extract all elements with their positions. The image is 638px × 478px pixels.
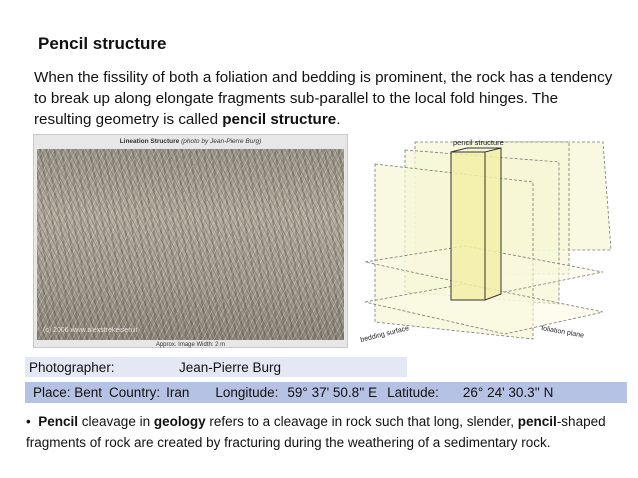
intro-bold-term: pencil structure [222,111,337,128]
photo-image-width: Approx. Image Width: 2 m [155,342,226,348]
photographer-label: Photographer: [29,359,115,375]
label-bedding-surface: bedding surface [359,325,410,344]
slide-title: Pencil structure [38,34,167,53]
latitude-value: 26° 24' 30.3'' N [462,385,554,400]
lineation-photo-panel [33,134,348,348]
photo-caption [34,138,347,145]
photo-watermark: (c) 2006 www.alexstrekeisen.it [43,327,138,334]
label-foliation-plane: foliation plane [540,325,585,340]
photographer-value: Jean-Pierre Burg [179,359,282,375]
country-label: Country: [109,385,161,400]
photographer-row [25,357,407,377]
bullet-term-pencil-2: pencil [517,414,557,429]
bullet-text-2: refers to a cleavage in rock such that long, slender, [205,414,518,429]
bullet-text-3: -shaped fragments of rock are created by fracturing during the weathering of a sedimentary rock. [26,414,606,450]
pencil-prism [451,148,501,300]
pencil-structure-photo [37,149,344,340]
intro-text: When the fissility of both a foliation and bedding is prominent, the rock has a tendency to break up along elongate fragments sub-parallel to the local fold hinges. The resulting geometry is called [34,69,613,128]
country-value: Iran [166,385,190,400]
bullet-text-1: cleavage in [78,414,154,429]
latitude-label: Latitude: [387,385,439,400]
definition-bullet [26,412,626,453]
bullet-term-pencil: Pencil [38,414,79,429]
photo-caption-main: Lineation Structure [119,138,182,145]
longitude-label: Longitude: [215,385,279,400]
pencil-structure-diagram [355,134,613,350]
longitude-value: 59° 37' 50.8'' E [287,385,378,400]
intro-paragraph [34,67,614,130]
photo-caption-credit: (photo by Jean-Pierre Burg) [181,138,262,145]
bullet-marker: • [26,414,31,429]
location-row [25,382,627,403]
bullet-term-geology: geology [153,414,206,429]
place-label: Place: Bent [33,385,103,400]
intro-text-end: . [336,111,341,128]
label-pencil-structure: pencil structure [453,138,504,147]
